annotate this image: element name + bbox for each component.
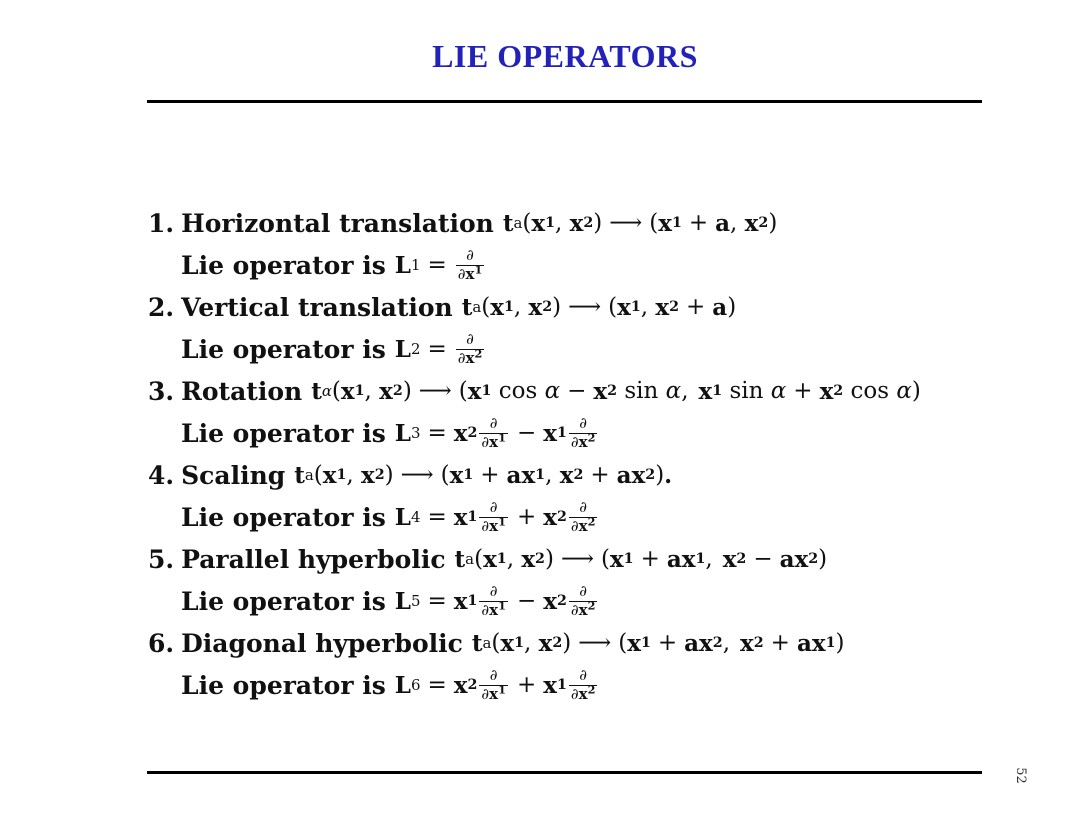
lie-operator-formula: L 6 = x 2 $\frac{\partial}{\partial x^1}$ + x 1 $\frac{\partial}{\partial x^2}$	[394, 665, 596, 703]
item-number: 2.	[148, 292, 175, 322]
lie-operator-formula: L 4 = x 1 $\frac{\partial}{\partial x^1}$ + x 2 $\frac{\partial}{\partial x^2}$	[394, 497, 596, 535]
item-description: Vertical translation	[181, 292, 453, 322]
lie-operator-formula: L 5 = x 1 $\frac{\partial}{\partial x^1}$ − x 2 $\frac{\partial}{\partial x^2}$	[394, 581, 596, 619]
operator-list	[148, 202, 1028, 706]
item-description: Scaling	[181, 460, 286, 490]
transformation-formula: t a ( x 1 , x 2 ) ⟶ ( x 1 , x 2 + a )	[461, 293, 737, 321]
transformation-formula: t α ( x 1 , x 2 ) ⟶ ( x 1 cos α − x 2 sin α , x 1 sin α + x 2 cos α )	[311, 377, 921, 405]
list-item-rotation	[148, 370, 1028, 454]
item-number: 4.	[148, 460, 175, 490]
list-item-vertical-translation	[148, 286, 1028, 370]
lie-operator-label: Lie operator is	[181, 334, 386, 364]
list-item-horizontal-translation	[148, 202, 1028, 286]
item-description: Diagonal hyperbolic	[181, 628, 463, 658]
item-number: 5.	[148, 544, 175, 574]
item-number: 3.	[148, 376, 175, 406]
transformation-formula: t a ( x 1 , x 2 ) ⟶ ( x 1 + a , x 2 )	[502, 209, 778, 237]
lie-operator-label: Lie operator is	[181, 502, 386, 532]
page-number: 52	[1012, 767, 1028, 784]
item-number: 6.	[148, 628, 175, 658]
transformation-formula: t a ( x 1 , x 2 ) ⟶ ( x 1 + ax 1 , x 2 + ax 2 ) .	[294, 461, 673, 489]
list-item-parallel-hyperbolic	[148, 538, 1028, 622]
item-description: Horizontal translation	[181, 208, 494, 238]
item-description: Rotation	[181, 376, 303, 406]
lie-operator-label: Lie operator is	[181, 418, 386, 448]
lie-operator-formula: L 2 = $\frac{\partial}{\partial x^2}$	[394, 329, 483, 367]
transformation-formula: t a ( x 1 , x 2 ) ⟶ ( x 1 + ax 1 , x 2 − ax 2 )	[454, 545, 828, 573]
item-description: Parallel hyperbolic	[181, 544, 446, 574]
lie-operator-label: Lie operator is	[181, 250, 386, 280]
item-number: 1.	[148, 208, 175, 238]
lie-operator-label: Lie operator is	[181, 586, 386, 616]
lie-operator-label: Lie operator is	[181, 670, 386, 700]
list-item-scaling	[148, 454, 1028, 538]
list-item-diagonal-hyperbolic	[148, 622, 1028, 706]
slide-title: LIE OPERATORS	[432, 38, 698, 74]
lie-operator-formula: L 3 = x 2 $\frac{\partial}{\partial x^1}$ − x 1 $\frac{\partial}{\partial x^2}$	[394, 413, 596, 451]
bottom-rule	[147, 771, 982, 774]
top-rule	[147, 100, 982, 103]
transformation-formula: t a ( x 1 , x 2 ) ⟶ ( x 1 + ax 2 , x 2 + ax 1 )	[471, 629, 845, 657]
lie-operator-formula: L 1 = $\frac{\partial}{\partial x^1}$	[394, 245, 483, 283]
